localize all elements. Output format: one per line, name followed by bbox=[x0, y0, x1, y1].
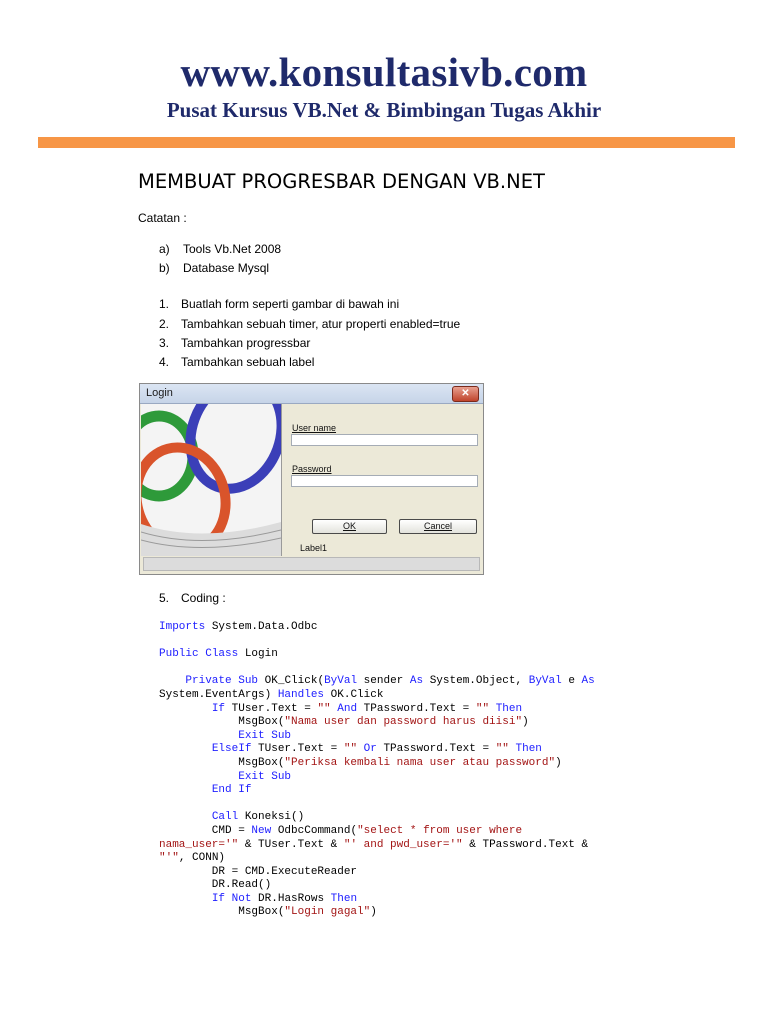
code-keyword: Then bbox=[330, 892, 358, 905]
code-line bbox=[159, 893, 595, 907]
code-line bbox=[159, 784, 595, 798]
code-line bbox=[159, 648, 595, 662]
login-form-screenshot bbox=[139, 383, 484, 575]
step-text: Tambahkan progressbar bbox=[181, 336, 311, 350]
code-text bbox=[489, 703, 496, 715]
status-label: Label1 bbox=[300, 543, 328, 553]
document-title: MEMBUAT PROGRESBAR DENGAN VB.NET bbox=[138, 170, 545, 193]
code-line bbox=[159, 771, 595, 785]
code-line bbox=[159, 906, 595, 920]
site-tagline: Pusat Kursus VB.Net & Bimbingan Tugas Akhir bbox=[166, 98, 602, 122]
code-text: TPassword.Text = bbox=[376, 743, 496, 756]
list-marker: 3. bbox=[159, 336, 170, 350]
code-line bbox=[159, 743, 595, 757]
code-text: TPassword.Text = bbox=[357, 702, 476, 715]
code-string: "' and pwd_user='" bbox=[343, 838, 463, 851]
code-keyword: Call bbox=[211, 811, 239, 824]
code-keyword: Public bbox=[159, 648, 199, 661]
code-text bbox=[159, 743, 212, 755]
rings-logo-icon bbox=[141, 404, 281, 556]
code-line bbox=[159, 635, 595, 649]
code-line bbox=[159, 798, 595, 812]
code-line bbox=[159, 716, 595, 730]
list-marker: a) bbox=[159, 242, 170, 256]
code-text: , CONN) bbox=[178, 852, 226, 865]
code-string: "Periksa kembali nama user atau password" bbox=[284, 756, 556, 769]
code-line bbox=[159, 757, 595, 771]
code-text: CMD = bbox=[159, 824, 252, 837]
code-text: e bbox=[561, 675, 582, 688]
progress-bar bbox=[143, 557, 480, 571]
code-text: OdbcCommand( bbox=[271, 824, 358, 837]
list-marker: b) bbox=[159, 261, 170, 275]
code-keyword: Or bbox=[363, 743, 377, 756]
close-button[interactable] bbox=[452, 386, 479, 402]
code-line bbox=[159, 675, 595, 689]
code-string: "" bbox=[475, 702, 490, 715]
code-keyword: End bbox=[211, 784, 232, 797]
code-line bbox=[159, 879, 595, 893]
code-line bbox=[159, 825, 595, 839]
code-text bbox=[159, 811, 212, 823]
code-text: TUser.Text = bbox=[251, 743, 344, 756]
code-keyword: Exit bbox=[238, 729, 265, 742]
code-keyword: Class bbox=[205, 648, 239, 661]
code-text: Koneksi() bbox=[238, 811, 305, 824]
code-text: & TUser.Text & bbox=[238, 838, 344, 851]
code-keyword: Imports bbox=[159, 621, 206, 633]
code-text: TUser.Text = bbox=[225, 702, 318, 715]
list-marker: 1. bbox=[159, 297, 170, 311]
code-keyword: Then bbox=[515, 743, 542, 756]
code-text bbox=[159, 675, 185, 687]
login-window-title: Login bbox=[146, 387, 173, 399]
code-text: DR = CMD.ExecuteReader bbox=[159, 865, 358, 878]
code-text bbox=[509, 743, 516, 755]
note-item-a bbox=[159, 242, 281, 256]
ok-button[interactable]: OK bbox=[312, 519, 387, 534]
cancel-button[interactable]: Cancel bbox=[399, 519, 477, 534]
code-keyword: Handles bbox=[277, 688, 325, 701]
code-line bbox=[159, 811, 595, 825]
step-text: Tambahkan sebuah timer, atur properti enabled=true bbox=[181, 317, 461, 331]
code-keyword: As bbox=[581, 675, 595, 688]
code-keyword: As bbox=[409, 675, 424, 688]
list-marker: 5. bbox=[159, 591, 170, 605]
list-marker: 2. bbox=[159, 317, 170, 331]
code-string: "'" bbox=[159, 852, 179, 865]
login-titlebar bbox=[140, 384, 483, 404]
note-text: Database Mysql bbox=[183, 261, 270, 275]
code-line bbox=[159, 852, 595, 866]
code-text: Login bbox=[238, 648, 278, 661]
code-line bbox=[159, 621, 595, 635]
code-listing bbox=[159, 621, 595, 920]
code-string: nama_user='" bbox=[159, 838, 239, 851]
code-keyword: Private bbox=[185, 675, 232, 688]
code-line bbox=[159, 730, 595, 744]
code-line bbox=[159, 662, 595, 676]
code-keyword: Sub bbox=[271, 770, 292, 783]
code-text: MsgBox( bbox=[159, 716, 285, 729]
code-line bbox=[159, 839, 595, 853]
list-marker: 4. bbox=[159, 355, 170, 369]
code-text: MsgBox( bbox=[159, 906, 285, 919]
site-url: www.konsultasivb.com bbox=[180, 49, 588, 95]
code-text bbox=[225, 893, 232, 905]
code-keyword: If bbox=[211, 702, 226, 715]
code-text: OK_Click( bbox=[258, 675, 325, 688]
close-icon: ✕ bbox=[461, 388, 470, 399]
code-line bbox=[159, 866, 595, 880]
code-text bbox=[159, 771, 238, 783]
code-text bbox=[159, 703, 212, 715]
code-text bbox=[159, 730, 238, 742]
code-text: DR.HasRows bbox=[251, 892, 331, 905]
code-text bbox=[357, 743, 364, 755]
step-item-2 bbox=[159, 317, 460, 331]
step-item-3 bbox=[159, 336, 310, 350]
code-keyword: ByVal bbox=[528, 675, 562, 688]
code-text: sender bbox=[357, 675, 410, 688]
step-item-5 bbox=[159, 591, 226, 605]
code-keyword: Sub bbox=[238, 675, 259, 688]
step-item-4 bbox=[159, 355, 314, 369]
code-string: "" bbox=[495, 743, 509, 756]
code-keyword: And bbox=[337, 702, 358, 715]
code-text: System.Object, bbox=[423, 675, 529, 688]
code-text: System.Data.Odbc bbox=[205, 621, 318, 633]
step-text: Buatlah form seperti gambar di bawah ini bbox=[181, 297, 400, 311]
code-text: MsgBox( bbox=[159, 756, 285, 769]
code-text: ) bbox=[370, 906, 377, 919]
step-text: Coding : bbox=[181, 591, 226, 605]
code-string: "select * from user where bbox=[357, 824, 523, 837]
code-string: "Login gagal" bbox=[284, 906, 371, 919]
step-item-1 bbox=[159, 297, 399, 311]
logo-panel bbox=[141, 404, 282, 556]
code-line bbox=[159, 703, 595, 717]
code-keyword: If bbox=[238, 784, 252, 797]
password-label: Password bbox=[292, 464, 332, 474]
code-string: "" bbox=[343, 743, 358, 756]
code-text: & TPassword.Text & bbox=[462, 838, 589, 851]
code-string: "Nama user dan password harus diisi" bbox=[284, 716, 523, 729]
code-keyword: If bbox=[211, 892, 226, 905]
note-item-b bbox=[159, 261, 269, 275]
code-keyword: Not bbox=[231, 892, 252, 905]
code-string: "" bbox=[317, 702, 331, 715]
password-field[interactable] bbox=[291, 475, 478, 487]
code-keyword: ByVal bbox=[324, 675, 358, 688]
code-keyword: Sub bbox=[271, 729, 292, 742]
header-divider bbox=[38, 137, 735, 148]
code-text: ) bbox=[522, 716, 529, 729]
code-text: ) bbox=[555, 756, 562, 769]
code-keyword: New bbox=[251, 824, 272, 837]
code-keyword: Exit bbox=[238, 770, 265, 783]
code-text bbox=[159, 893, 212, 905]
note-text: Tools Vb.Net 2008 bbox=[183, 242, 282, 256]
notes-label: Catatan : bbox=[138, 211, 187, 225]
code-text: System.EventArgs) bbox=[159, 688, 278, 701]
code-text: OK.Click bbox=[324, 688, 384, 701]
step-text: Tambahkan sebuah label bbox=[181, 355, 315, 369]
code-keyword: ElseIf bbox=[211, 743, 252, 756]
code-keyword: Then bbox=[495, 702, 523, 715]
user-name-field[interactable] bbox=[291, 434, 478, 446]
user-name-label: User name bbox=[292, 423, 337, 433]
code-text bbox=[159, 784, 212, 796]
code-text: DR.Read() bbox=[159, 879, 272, 892]
code-line bbox=[159, 689, 595, 703]
